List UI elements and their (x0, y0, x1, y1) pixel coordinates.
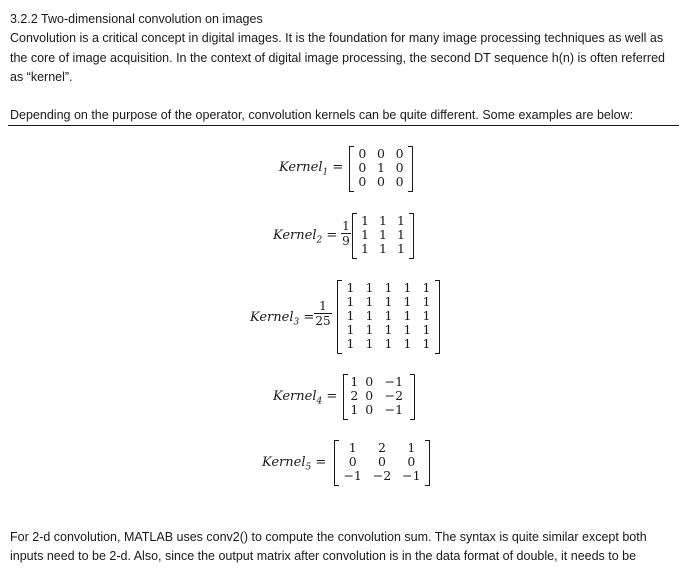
matrix-cell: 2 (378, 440, 386, 455)
matrix-cell: 1 (397, 241, 405, 256)
kernel-2-fraction: 1 9 (342, 219, 350, 248)
matrix-cell: 0 (365, 388, 374, 403)
matrix-cell: 1 (397, 227, 405, 242)
matrix-cell: 1 (377, 160, 385, 175)
matrix-cell: 1 (422, 280, 431, 295)
section-heading: 3.2.2 Two-dimensional convolution on images (10, 12, 263, 26)
matrix-cell: 1 (350, 402, 359, 417)
matrix-cell: −2 (384, 388, 404, 403)
matrix-cell: 1 (422, 336, 431, 351)
matrix-cell: 1 (346, 336, 355, 351)
matrix-cell: 1 (346, 322, 355, 337)
kernel-5-matrix (334, 440, 430, 486)
kernel-2-label: Kernel$_2$ = (273, 228, 338, 246)
matrix-cell: 0 (377, 174, 385, 189)
matrix-cell: −2 (372, 468, 392, 483)
kernel-3-matrix (337, 280, 440, 354)
matrix-cell: 0 (365, 374, 374, 389)
matrix-cell: 2 (350, 388, 359, 403)
matrix-cell: 1 (397, 213, 405, 228)
matrix-cell: 0 (407, 454, 416, 469)
matrix-cell: 1 (379, 227, 387, 242)
matrix-cell: −1 (384, 374, 404, 389)
matrix-cell: 1 (365, 322, 374, 337)
matrix-cell: 1 (379, 241, 387, 256)
matrix-cell: 1 (365, 336, 374, 351)
matrix-cell: 0 (358, 160, 367, 175)
matrix-cell: 1 (403, 336, 412, 351)
matrix-cell: 1 (361, 227, 369, 242)
matrix-cell: 1 (348, 440, 357, 455)
matrix-cell: 0 (378, 454, 386, 469)
matrix-cell: 0 (365, 402, 374, 417)
intro-line-1: Convolution is a critical concept in digital images. It is the foundation for many image processing techniques as well as (10, 31, 664, 45)
matrix-cell: 0 (395, 160, 404, 175)
matrix-cell: 1 (365, 280, 374, 295)
matrix-cell: 1 (361, 241, 369, 256)
kernel-2-matrix (352, 213, 414, 259)
intro-line-3: as “kernel”. (10, 70, 73, 84)
matrix-cell: 1 (384, 280, 393, 295)
matrix-cell: 0 (348, 454, 357, 469)
matrix-cell: 0 (395, 146, 404, 161)
kernel-4-matrix (343, 374, 415, 420)
matrix-cell: 1 (379, 213, 387, 228)
matrix-cell: 1 (422, 294, 431, 309)
kernel-3-label: Kernel$_3$ = (250, 310, 315, 328)
matrix-cell: 1 (403, 308, 412, 323)
matrix-cell: 1 (346, 294, 355, 309)
matrix-cell: 1 (403, 322, 412, 337)
kernel-5-label: Kernel$_5$ = (262, 455, 327, 473)
intro-line-2: the core of image acquisition. In the context of digital image processing, the second DT sequence h(n) is often referred (10, 51, 665, 65)
kernel-1-matrix (349, 146, 413, 192)
matrix-cell: 1 (384, 336, 393, 351)
matrix-cell: 1 (365, 294, 374, 309)
footer-line-2: inputs need to be 2-d. Also, since the output matrix after convolution is in the data format of double, it needs to be (10, 549, 637, 563)
matrix-cell: 1 (407, 440, 416, 455)
matrix-cell: −1 (343, 468, 362, 483)
matrix-cell: 1 (403, 280, 412, 295)
matrix-cell: 1 (384, 294, 393, 309)
matrix-cell: 1 (384, 322, 393, 337)
matrix-cell: 1 (346, 280, 355, 295)
matrix-cell: 0 (395, 174, 404, 189)
matrix-cell: 1 (365, 308, 374, 323)
matrix-cell: 0 (358, 174, 367, 189)
matrix-cell: 1 (422, 322, 431, 337)
matrix-cell: 0 (377, 146, 385, 161)
kernel-3-fraction: 1 25 (315, 299, 331, 328)
divider (8, 125, 679, 126)
matrix-cell: 1 (350, 374, 359, 389)
matrix-cell: 1 (346, 308, 355, 323)
matrix-cell: −1 (402, 468, 421, 483)
matrix-cell: 1 (422, 308, 431, 323)
matrix-cell: 1 (361, 213, 369, 228)
kernel-4-label: Kernel$_4$ = (273, 389, 338, 407)
matrix-cell: −1 (384, 402, 404, 417)
footer-line-1: For 2-d convolution, MATLAB uses conv2() to compute the convolution sum. The syntax is quite similar except both (10, 530, 647, 544)
matrix-cell: 0 (358, 146, 367, 161)
matrix-cell: 1 (403, 294, 412, 309)
matrix-cell: 1 (384, 308, 393, 323)
kernel-1-label: Kernel$_1$ = (279, 160, 344, 178)
examples-line: Depending on the purpose of the operator, convolution kernels can be quite different. Some examples are below: (10, 108, 634, 122)
